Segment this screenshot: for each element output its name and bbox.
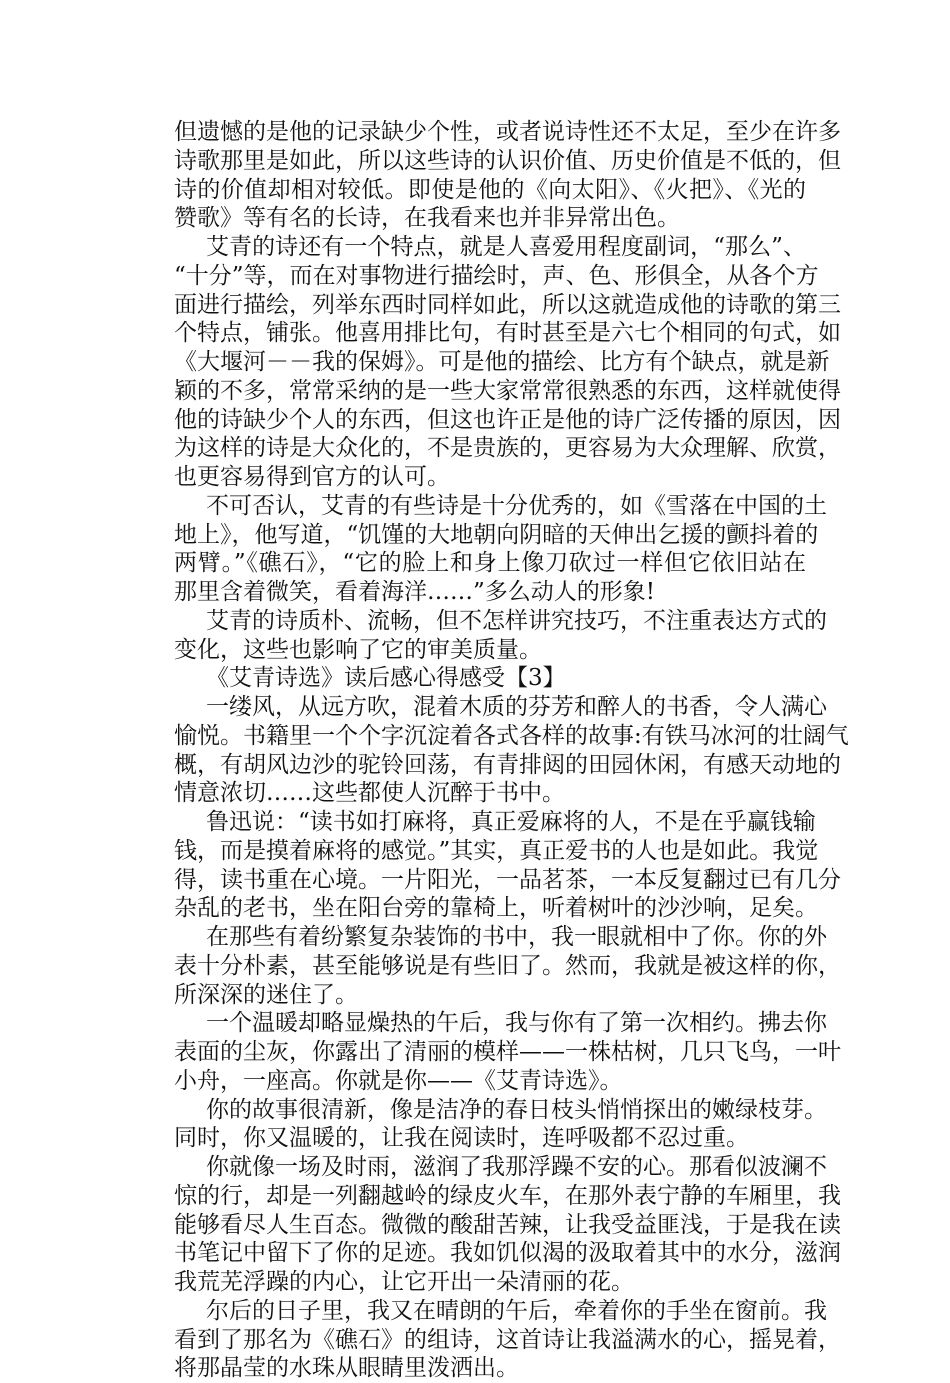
text-line: 不可否认，艾青的有些诗是十分优秀的，如《雪落在中国的土 [206,492,827,519]
text-line: 诗的价值却相对较低。即使是他的《向太阳》、《火把》、《光的 [174,176,806,203]
paragraph [0,118,950,233]
text-line: 你的故事很清新，像是洁净的春日枝头悄悄探出的嫩绿枝芽。 [206,1096,827,1123]
text-line: 看到了那名为《礁石》的组诗，这首诗让我溢满水的心，摇晃着， [174,1326,841,1353]
text-line: 一个温暖却略显燥热的午后，我与你有了第一次相约。拂去你 [206,1010,827,1037]
text-line: “十分”等，而在对事物进行描绘时，声、色、形俱全，从各个方 [174,262,819,289]
text-line: 变化，这些也影响了它的审美质量。 [174,636,542,663]
text-line: 艾青的诗质朴、流畅，但不怎样讲究技巧，不注重表达方式的 [206,607,827,634]
text-line: 为这样的诗是大众化的，不是贵族的，更容易为大众理解、欣赏， [174,435,841,462]
text-line: 将那晶莹的水珠从眼睛里泼洒出。 [174,1355,519,1382]
paragraph [0,1009,950,1095]
document-body [0,118,950,1383]
text-line: 但遗憾的是他的记录缺少个性，或者说诗性还不太足，至少在许多 [174,119,841,145]
text-line: 能够看尽人生百态。微微的酸甜苦辣，让我受益匪浅，于是我在读 [174,1211,841,1238]
text-line: 书笔记中留下了你的足迹。我如饥似渴的汲取着其中的水分，滋润 [174,1240,841,1267]
text-line: 同时，你又温暖的，让我在阅读时，连呼吸都不忍过重。 [174,1125,749,1152]
text-line: 面进行描绘，列举东西时同样如此，所以这就造成他的诗歌的第三 [174,291,841,318]
paragraph [0,923,950,1009]
text-line: 他的诗缺少个人的东西，但这也许正是他的诗广泛传播的原因，因 [174,406,841,433]
text-line: 杂乱的老书，坐在阳台旁的靠椅上，听着树叶的沙沙响，足矣。 [174,895,818,922]
text-line: 所深深的迷住了。 [174,981,358,1008]
text-line: 尔后的日子里，我又在晴朗的午后，牵着你的手坐在窗前。我 [206,1297,827,1324]
paragraph [0,1153,950,1297]
text-line: 在那些有着纷繁复杂装饰的书中，我一眼就相中了你。你的外 [206,924,827,950]
text-line: 颖的不多，常常采纳的是一些大家常常很熟悉的东西，这样就使得 [174,377,841,404]
paragraph [0,233,950,492]
text-line: 《大堰河－－我的保姆》。可是他的描绘、比方有个缺点，就是新 [174,349,830,375]
text-line: 你就像一场及时雨，滋润了我那浮躁不安的心。那看似波澜不 [206,1154,827,1180]
text-line: 愉悦。书籍里一个个字沉淀着各式各样的故事:有铁马冰河的壮阔气 [174,722,849,749]
text-line: 表十分朴素，甚至能够说是有些旧了。然而，我就是被这样的你， [174,952,841,979]
text-line: 一缕风，从远方吹，混着木质的芬芳和醉人的书香，令人满心 [206,694,827,720]
text-line: 地上》，他写道，“饥馑的大地朝向阴暗的天伸出乞援的颤抖着的 [174,521,819,548]
text-line: 两臂。”《礁石》，“它的脸上和身上像刀砍过一样但它依旧站在 [174,550,806,577]
paragraph [0,492,950,607]
paragraph [0,693,950,808]
text-line: 情意浓切……这些都使人沉醉于书中。 [174,780,565,807]
text-line: 那里含着微笑，看着海洋……”多么动人的形象! [174,579,656,605]
paragraph [0,1297,950,1383]
text-line: 诗歌那里是如此，所以这些诗的认识价值、历史价值是不低的，但 [174,147,841,174]
text-line: 个特点，铺张。他喜用排比句，有时甚至是六七个相同的句式，如 [174,320,841,347]
text-line: 概，有胡风边沙的驼铃回荡，有青排闼的田园休闲，有感天动地的 [174,751,841,778]
text-line: 《艾青诗选》读后感心得感受【3】 [206,665,566,692]
text-line: 钱，而是摸着麻将的感觉。”其实，真正爱书的人也是如此。我觉 [174,837,819,864]
paragraph [0,664,950,693]
text-line: 赞歌》等有名的长诗，在我看来也并非异常出色。 [174,205,680,232]
text-line: 表面的尘灰，你露出了清丽的模样——一株枯树，几只飞鸟，一叶 [174,1039,841,1065]
text-line: 鲁迅说：“读书如打麻将，真正爱麻将的人，不是在乎赢钱输 [206,809,816,835]
paragraph [0,808,950,923]
text-line: 小舟，一座高。你就是你——《艾青诗选》。 [174,1067,623,1094]
text-line: 惊的行，却是一列翻越岭的绿皮火车，在那外表宁静的车厢里，我 [174,1182,841,1209]
text-line: 也更容易得到官方的认可。 [174,464,450,490]
text-line: 得，读书重在心境。一片阳光，一品茗茶，一本反复翻过已有几分 [174,866,841,893]
paragraph [0,1096,950,1154]
text-line: 我荒芜浮躁的内心，让它开出一朵清丽的花。 [174,1269,634,1295]
paragraph [0,607,950,665]
text-line: 艾青的诗还有一个特点，就是人喜爱用程度副词，“那么”、 [206,234,806,260]
